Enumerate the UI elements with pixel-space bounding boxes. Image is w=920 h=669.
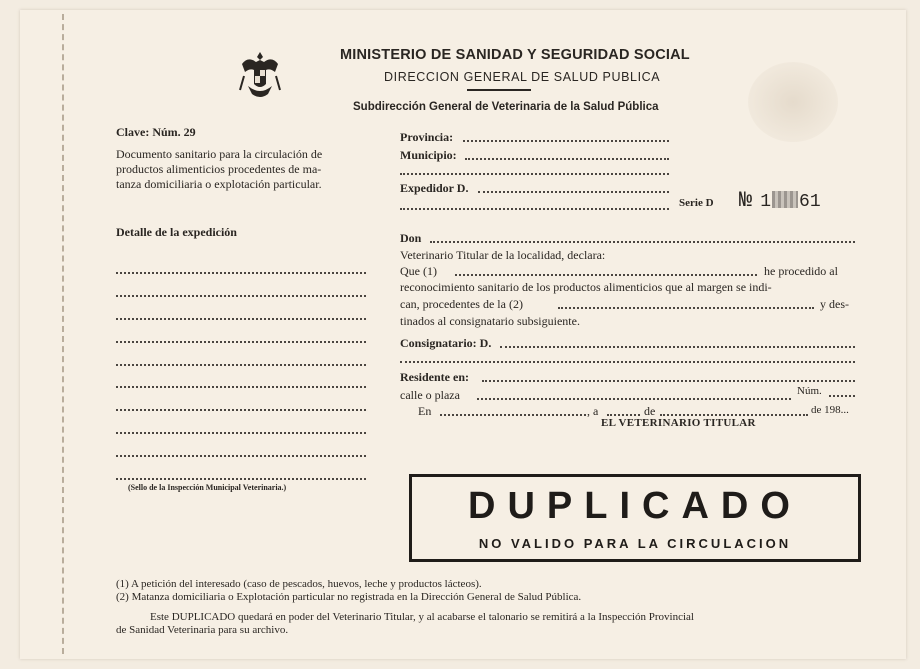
redacted-digits bbox=[772, 191, 798, 208]
don-label: Don bbox=[400, 231, 422, 245]
detalle-line-4[interactable] bbox=[116, 341, 366, 343]
detalle-line-10[interactable] bbox=[116, 478, 366, 480]
detalle-line-7[interactable] bbox=[116, 409, 366, 411]
sello-label: (Sello de la Inspección Municipal Veterinaria.) bbox=[128, 483, 287, 492]
consignatario-field[interactable] bbox=[500, 346, 855, 348]
month-field[interactable] bbox=[660, 414, 808, 416]
detalle-line-1[interactable] bbox=[116, 272, 366, 274]
expedidor-field[interactable] bbox=[478, 191, 669, 193]
num-field[interactable] bbox=[829, 395, 855, 397]
clave-label: Clave: Núm. 29 bbox=[116, 125, 196, 139]
calle-label: calle o plaza bbox=[400, 388, 460, 402]
duplicado-stamp bbox=[409, 474, 861, 562]
paper-watermark bbox=[748, 62, 838, 142]
stamp-title: DUPLICADO bbox=[468, 485, 802, 527]
municipio-field-2[interactable] bbox=[400, 173, 669, 175]
ministry-title: MINISTERIO DE SANIDAD Y SEGURIDAD SOCIAL bbox=[340, 47, 690, 63]
header-rule bbox=[467, 89, 531, 91]
perforation-line bbox=[62, 14, 64, 654]
calle-field[interactable] bbox=[477, 398, 791, 400]
reconocimiento-text: reconocimiento sanitario de los productos alimenticios que al margen se indi- bbox=[400, 280, 772, 294]
signature-label: EL VETERINARIO TITULAR bbox=[601, 417, 756, 429]
municipio-field[interactable] bbox=[465, 158, 669, 160]
a-label: , a bbox=[587, 404, 599, 418]
don-field[interactable] bbox=[430, 241, 855, 243]
description-line-3: tanza domiciliaria o explotación particular. bbox=[116, 177, 322, 191]
consignatario-field-2[interactable] bbox=[400, 361, 855, 363]
en-label: En bbox=[418, 404, 432, 418]
description-line-2: productos alimenticios procedentes de ma- bbox=[116, 162, 322, 176]
num-label: Núm. bbox=[797, 385, 822, 397]
direction-title: DIRECCION GENERAL DE SALUD PUBLICA bbox=[384, 70, 661, 84]
numero-symbol: № bbox=[739, 188, 753, 213]
detalle-line-6[interactable] bbox=[116, 386, 366, 388]
stamp-subtitle: NO VALIDO PARA LA CIRCULACION bbox=[478, 536, 792, 551]
final-note-line-2: de Sanidad Veterinaria para su archivo. bbox=[116, 624, 289, 636]
detalle-line-8[interactable] bbox=[116, 432, 366, 434]
numero-suffix: 61 bbox=[799, 192, 821, 212]
veterinario-line: Veterinario Titular de la localidad, declara: bbox=[400, 248, 606, 262]
que-label: Que (1) bbox=[400, 264, 437, 278]
final-note-line-1: Este DUPLICADO quedará en poder del Veterinario Titular, y al acabarse el talonario se remitirá a la Inspección Provincial bbox=[150, 611, 694, 623]
consignatario-label: Consignatario: D. bbox=[400, 336, 492, 350]
procedentes-field[interactable] bbox=[558, 307, 814, 309]
procedentes-label: can, procedentes de la (2) bbox=[400, 297, 523, 311]
residente-field[interactable] bbox=[482, 380, 855, 382]
he-procedido-text: he procedido al bbox=[764, 264, 838, 278]
que-field[interactable] bbox=[455, 274, 757, 276]
detalle-line-3[interactable] bbox=[116, 318, 366, 320]
detalle-line-5[interactable] bbox=[116, 364, 366, 366]
municipio-label: Municipio: bbox=[400, 148, 457, 162]
detalle-label: Detalle de la expedición bbox=[116, 225, 237, 239]
footnote-2: (2) Matanza domiciliaria o Explotación particular no registrada en la Dirección General de Salud Pública. bbox=[116, 591, 582, 603]
de-label: de bbox=[644, 404, 656, 418]
description-line-1: Documento sanitario para la circulación de bbox=[116, 147, 323, 161]
tinados-text: tinados al consignatario subsiguiente. bbox=[400, 314, 580, 328]
serial-number bbox=[739, 188, 821, 213]
detalle-line-9[interactable] bbox=[116, 455, 366, 457]
detalle-line-2[interactable] bbox=[116, 295, 366, 297]
numero-prefix: 1 bbox=[760, 192, 772, 212]
residente-label: Residente en: bbox=[400, 370, 469, 384]
expedidor-field-2[interactable] bbox=[400, 208, 669, 210]
provincia-field[interactable] bbox=[463, 140, 669, 142]
serie-label: Serie D bbox=[679, 197, 714, 209]
en-field[interactable] bbox=[440, 414, 586, 416]
coat-of-arms-icon bbox=[238, 50, 282, 102]
expedidor-label: Expedidor D. bbox=[400, 181, 469, 195]
provincia-label: Provincia: bbox=[400, 130, 454, 144]
subdirection-title: Subdirección General de Veterinaria de la Salud Pública bbox=[353, 101, 659, 113]
y-des-text: y des- bbox=[820, 297, 849, 311]
year-label: de 198... bbox=[811, 404, 849, 416]
footnote-1: (1) A petición del interesado (caso de pescados, huevos, leche y productos lácteos). bbox=[116, 578, 482, 590]
day-field[interactable] bbox=[607, 414, 640, 416]
